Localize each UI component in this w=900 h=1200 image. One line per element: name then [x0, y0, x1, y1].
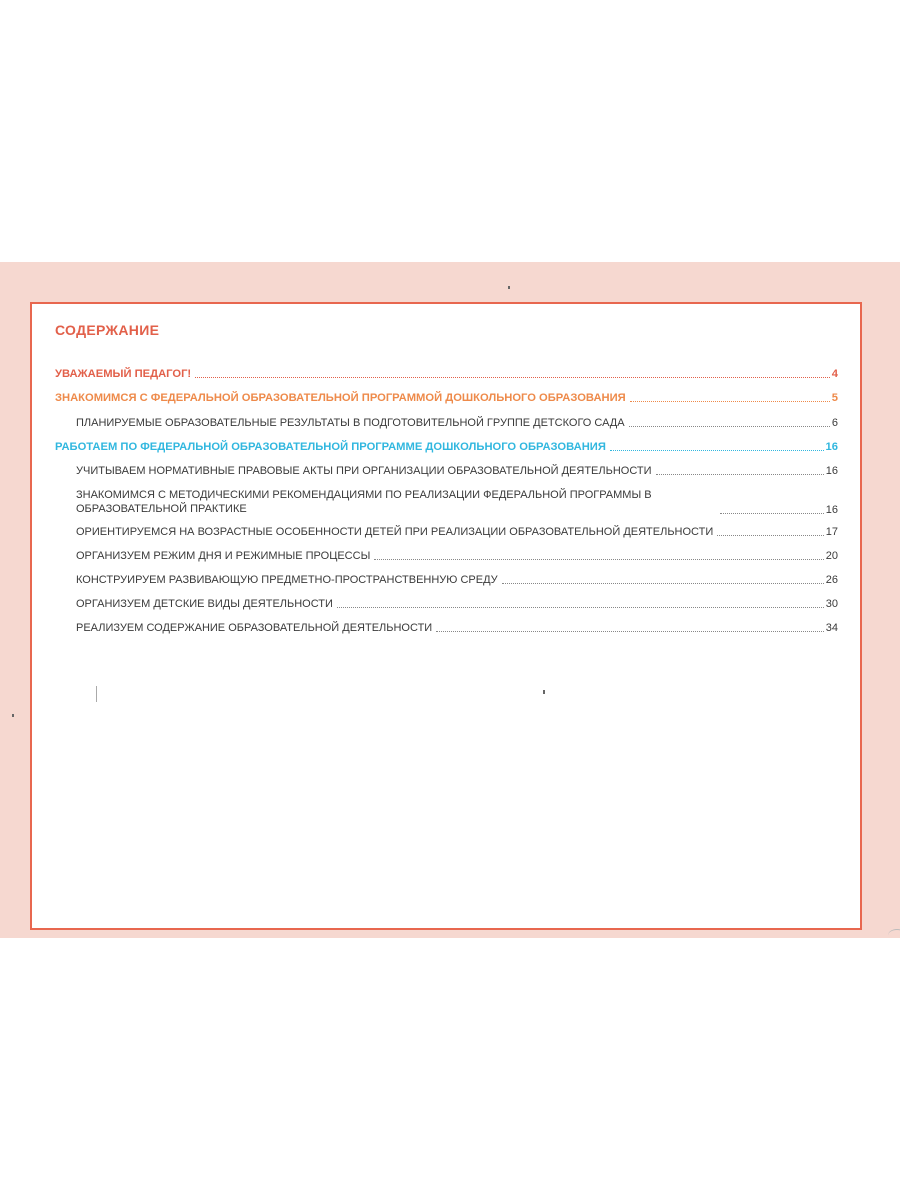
- toc-leader: [195, 376, 830, 378]
- toc-entry-page: 30: [825, 598, 838, 610]
- page-corner-mark: [888, 929, 900, 942]
- toc-entry-page: 17: [825, 526, 838, 538]
- toc-leader: [610, 449, 824, 451]
- toc-entry-page: 4: [831, 368, 838, 380]
- toc-entry-page: 6: [831, 417, 838, 429]
- toc-entry-page: 16: [825, 504, 838, 516]
- page-sheet: [0, 262, 900, 938]
- print-speck: [543, 690, 545, 694]
- toc-entry-text: ЗНАКОМИМСЯ С ФЕДЕРАЛЬНОЙ ОБРАЗОВАТЕЛЬНОЙ ПРОГРАММОЙ ДОШКОЛЬНОГО ОБРАЗОВАНИЯ: [55, 392, 626, 404]
- toc-entry[interactable]: [76, 465, 838, 477]
- toc-entry[interactable]: [76, 488, 838, 516]
- toc-entry[interactable]: [76, 622, 838, 634]
- toc-entry[interactable]: [76, 417, 838, 429]
- toc-entry-text: ОРИЕНТИРУЕМСЯ НА ВОЗРАСТНЫЕ ОСОБЕННОСТИ ДЕТЕЙ ПРИ РЕАЛИЗАЦИИ ОБРАЗОВАТЕЛЬНОЙ ДЕЯТЕЛЬНОСТИ: [76, 526, 714, 538]
- toc-entry-page: 5: [831, 392, 838, 404]
- toc-leader: [374, 558, 823, 560]
- toc-leader: [629, 425, 830, 427]
- toc-entry-page: 34: [825, 622, 838, 634]
- toc-entry[interactable]: [76, 598, 838, 610]
- toc-entry-text: РАБОТАЕМ ПО ФЕДЕРАЛЬНОЙ ОБРАЗОВАТЕЛЬНОЙ ПРОГРАММЕ ДОШКОЛЬНОГО ОБРАЗОВАНИЯ: [55, 441, 606, 453]
- toc-entry[interactable]: [76, 550, 838, 562]
- toc-entry-page: 20: [825, 550, 838, 562]
- toc-entry-text: ОРГАНИЗУЕМ РЕЖИМ ДНЯ И РЕЖИМНЫЕ ПРОЦЕССЫ: [76, 550, 371, 562]
- toc-entry-text: ОРГАНИЗУЕМ ДЕТСКИЕ ВИДЫ ДЕЯТЕЛЬНОСТИ: [76, 598, 333, 610]
- toc-leader: [337, 606, 824, 608]
- print-speck: [12, 714, 14, 717]
- toc-entry[interactable]: [76, 574, 838, 586]
- toc-entry-page: 26: [825, 574, 838, 586]
- toc-leader: [630, 400, 830, 402]
- toc-entry[interactable]: [76, 526, 838, 538]
- toc-entry-text: ЗНАКОМИМСЯ С МЕТОДИЧЕСКИМИ РЕКОМЕНДАЦИЯМИ ПО РЕАЛИЗАЦИИ ФЕДЕРАЛЬНОЙ ПРОГРАММЫ В ОБРАЗОВАТЕЛЬНОЙ ПРАКТИКЕ: [76, 489, 652, 515]
- contents-frame: [30, 302, 862, 930]
- toc-entry-text: РЕАЛИЗУЕМ СОДЕРЖАНИЕ ОБРАЗОВАТЕЛЬНОЙ ДЕЯТЕЛЬНОСТИ: [76, 622, 433, 634]
- toc-entry[interactable]: [55, 368, 838, 380]
- print-speck: [508, 286, 510, 289]
- toc-leader: [656, 473, 824, 475]
- toc-entry-page: 16: [825, 465, 838, 477]
- toc-leader: [720, 512, 824, 514]
- toc-entry-page: 16: [825, 441, 838, 453]
- page-title: СОДЕРЖАНИЕ: [55, 322, 160, 338]
- toc-entry[interactable]: [55, 392, 838, 404]
- toc-entry-text: ПЛАНИРУЕМЫЕ ОБРАЗОВАТЕЛЬНЫЕ РЕЗУЛЬТАТЫ В ПОДГОТОВИТЕЛЬНОЙ ГРУППЕ ДЕТСКОГО САДА: [76, 417, 625, 429]
- toc-entry-text: УВАЖАЕМЫЙ ПЕДАГОГ!: [55, 368, 192, 380]
- toc-entry[interactable]: [55, 441, 838, 453]
- toc-entry-text: КОНСТРУИРУЕМ РАЗВИВАЮЩУЮ ПРЕДМЕТНО-ПРОСТРАНСТВЕННУЮ СРЕДУ: [76, 574, 498, 586]
- toc-leader: [436, 630, 824, 632]
- print-speck: [96, 686, 97, 702]
- toc-leader: [502, 582, 824, 584]
- toc-leader: [717, 534, 823, 536]
- toc-entry-text: УЧИТЫВАЕМ НОРМАТИВНЫЕ ПРАВОВЫЕ АКТЫ ПРИ ОРГАНИЗАЦИИ ОБРАЗОВАТЕЛЬНОЙ ДЕЯТЕЛЬНОСТИ: [76, 465, 652, 477]
